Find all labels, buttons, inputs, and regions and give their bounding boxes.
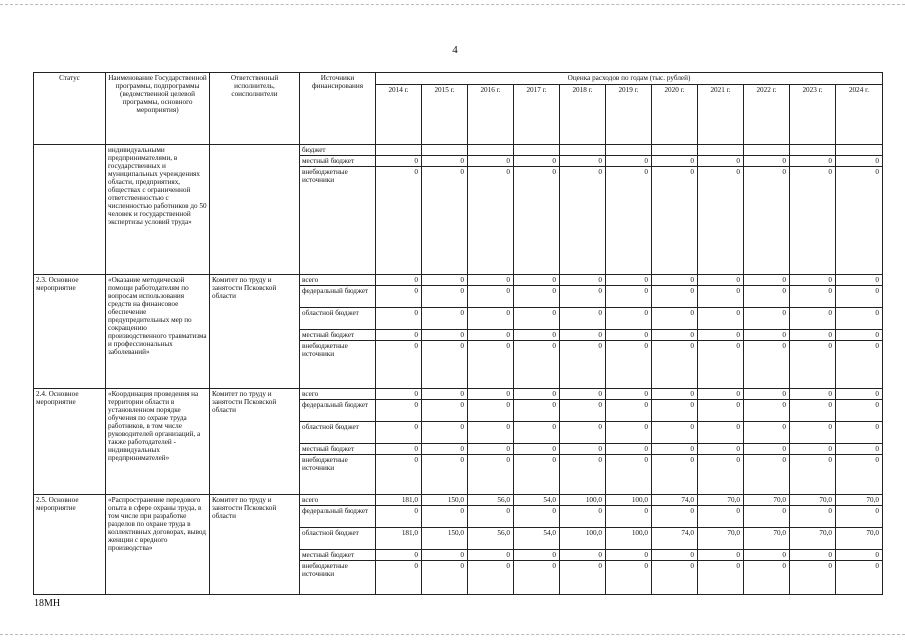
- value-cell: 0: [744, 389, 790, 400]
- value-cell: 0: [468, 506, 514, 528]
- value-cell: [790, 145, 836, 156]
- header-year: 2024 г.: [836, 85, 883, 145]
- value-cell: 0: [744, 455, 790, 495]
- value-cell: 0: [698, 389, 744, 400]
- value-cell: 100,0: [560, 528, 606, 550]
- status-cell: 2.3. Основное мероприятие: [34, 275, 106, 389]
- executor-cell: [210, 145, 300, 275]
- value-cell: 0: [606, 389, 652, 400]
- value-cell: 70,0: [836, 528, 883, 550]
- value-cell: 0: [376, 167, 422, 275]
- value-cell: 0: [422, 422, 468, 444]
- value-cell: 0: [652, 156, 698, 167]
- value-cell: 0: [376, 400, 422, 422]
- value-cell: 0: [744, 156, 790, 167]
- value-cell: 0: [560, 275, 606, 286]
- value-cell: 0: [560, 330, 606, 341]
- value-cell: 0: [376, 561, 422, 595]
- value-cell: 0: [422, 308, 468, 330]
- value-cell: 0: [606, 561, 652, 595]
- value-cell: [422, 145, 468, 156]
- value-cell: 0: [836, 444, 883, 455]
- value-cell: 181,0: [376, 528, 422, 550]
- value-cell: 0: [422, 167, 468, 275]
- source-cell: бюджет: [300, 145, 376, 156]
- value-cell: 70,0: [790, 495, 836, 506]
- value-cell: 0: [606, 330, 652, 341]
- header-year: 2014 г.: [376, 85, 422, 145]
- value-cell: 0: [790, 389, 836, 400]
- value-cell: 0: [468, 444, 514, 455]
- source-cell: внебюджетные источники: [300, 167, 376, 275]
- value-cell: 0: [652, 550, 698, 561]
- source-cell: всего: [300, 495, 376, 506]
- value-cell: 0: [514, 389, 560, 400]
- value-cell: 0: [836, 561, 883, 595]
- value-cell: 0: [698, 444, 744, 455]
- value-cell: 0: [836, 400, 883, 422]
- value-cell: 0: [468, 400, 514, 422]
- value-cell: 0: [836, 422, 883, 444]
- value-cell: 70,0: [744, 528, 790, 550]
- source-cell: областной бюджет: [300, 308, 376, 330]
- value-cell: 0: [560, 561, 606, 595]
- expenses-table: [33, 72, 883, 595]
- value-cell: 74,0: [652, 495, 698, 506]
- value-cell: 0: [698, 455, 744, 495]
- executor-cell: Комитет по труду и занятости Псковской области: [210, 275, 300, 389]
- value-cell: 0: [652, 341, 698, 389]
- value-cell: 0: [836, 341, 883, 389]
- value-cell: [376, 145, 422, 156]
- value-cell: 0: [560, 286, 606, 308]
- value-cell: 0: [376, 330, 422, 341]
- source-cell: всего: [300, 275, 376, 286]
- value-cell: 0: [652, 422, 698, 444]
- value-cell: 0: [376, 308, 422, 330]
- value-cell: 0: [698, 400, 744, 422]
- value-cell: 0: [698, 156, 744, 167]
- value-cell: 0: [422, 455, 468, 495]
- value-cell: 0: [698, 308, 744, 330]
- value-cell: 0: [514, 455, 560, 495]
- value-cell: 0: [836, 389, 883, 400]
- value-cell: 0: [376, 341, 422, 389]
- value-cell: 0: [836, 455, 883, 495]
- value-cell: 0: [744, 561, 790, 595]
- value-cell: 0: [560, 167, 606, 275]
- source-cell: областной бюджет: [300, 528, 376, 550]
- value-cell: 0: [560, 422, 606, 444]
- value-cell: 0: [606, 286, 652, 308]
- scan-edge-bottom: [0, 634, 905, 635]
- scan-edge-top: [0, 4, 905, 5]
- source-cell: местный бюджет: [300, 156, 376, 167]
- value-cell: 0: [790, 550, 836, 561]
- value-cell: 54,0: [514, 528, 560, 550]
- value-cell: 0: [376, 444, 422, 455]
- value-cell: 0: [652, 400, 698, 422]
- value-cell: 0: [744, 330, 790, 341]
- header-year: 2015 г.: [422, 85, 468, 145]
- value-cell: 0: [422, 561, 468, 595]
- value-cell: 0: [468, 422, 514, 444]
- value-cell: 0: [790, 455, 836, 495]
- value-cell: 0: [422, 341, 468, 389]
- value-cell: 0: [744, 444, 790, 455]
- value-cell: 0: [790, 341, 836, 389]
- value-cell: 0: [560, 400, 606, 422]
- value-cell: 0: [790, 422, 836, 444]
- value-cell: 0: [836, 286, 883, 308]
- value-cell: 0: [606, 400, 652, 422]
- program-name-cell: «Распространение передового опыта в сфере охраны труда, в том числе при разработке разделов по охране труда в коллективных договорах, вывод женщин с вредного производства»: [106, 495, 210, 595]
- value-cell: 0: [422, 444, 468, 455]
- value-cell: 0: [376, 286, 422, 308]
- value-cell: 0: [468, 389, 514, 400]
- value-cell: 70,0: [698, 528, 744, 550]
- value-cell: 0: [514, 506, 560, 528]
- value-cell: 0: [468, 330, 514, 341]
- value-cell: 70,0: [698, 495, 744, 506]
- value-cell: 0: [836, 167, 883, 275]
- source-cell: внебюджетные источники: [300, 455, 376, 495]
- value-cell: 0: [514, 400, 560, 422]
- value-cell: 0: [744, 275, 790, 286]
- value-cell: 54,0: [514, 495, 560, 506]
- value-cell: 56,0: [468, 495, 514, 506]
- value-cell: 0: [422, 550, 468, 561]
- value-cell: 0: [790, 167, 836, 275]
- header-status: Статус: [34, 73, 106, 145]
- value-cell: 0: [468, 341, 514, 389]
- header-year: 2020 г.: [652, 85, 698, 145]
- value-cell: 0: [652, 561, 698, 595]
- value-cell: 0: [790, 400, 836, 422]
- value-cell: 0: [790, 308, 836, 330]
- value-cell: 70,0: [744, 495, 790, 506]
- value-cell: 0: [468, 550, 514, 561]
- source-cell: федеральный бюджет: [300, 286, 376, 308]
- value-cell: 0: [698, 506, 744, 528]
- value-cell: 0: [790, 506, 836, 528]
- value-cell: 0: [422, 275, 468, 286]
- value-cell: 0: [560, 156, 606, 167]
- value-cell: 100,0: [560, 495, 606, 506]
- program-name-cell: индивидуальными предпринимателями, в государственных и муниципальных учреждениях области, предприятиях, обществах с ограниченной ответственностью с численностью работников до 50 человек и государственной экспертизы условий труда»: [106, 145, 210, 275]
- source-cell: областной бюджет: [300, 422, 376, 444]
- value-cell: 0: [606, 167, 652, 275]
- executor-cell: Комитет по труду и занятости Псковской области: [210, 495, 300, 595]
- header-year: 2022 г.: [744, 85, 790, 145]
- header-year: 2019 г.: [606, 85, 652, 145]
- value-cell: 0: [514, 550, 560, 561]
- header-sources: Источники финансирования: [300, 73, 376, 145]
- value-cell: 0: [836, 275, 883, 286]
- status-cell: 2.4. Основное мероприятие: [34, 389, 106, 495]
- value-cell: 0: [468, 561, 514, 595]
- value-cell: 0: [744, 286, 790, 308]
- value-cell: 70,0: [790, 528, 836, 550]
- value-cell: 74,0: [652, 528, 698, 550]
- value-cell: 0: [652, 506, 698, 528]
- value-cell: 0: [606, 506, 652, 528]
- value-cell: 0: [698, 167, 744, 275]
- value-cell: 0: [514, 275, 560, 286]
- value-cell: 0: [836, 330, 883, 341]
- value-cell: 0: [790, 561, 836, 595]
- value-cell: 0: [698, 286, 744, 308]
- value-cell: 0: [514, 341, 560, 389]
- header-year: 2018 г.: [560, 85, 606, 145]
- value-cell: 0: [376, 455, 422, 495]
- header-year: 2016 г.: [468, 85, 514, 145]
- source-cell: всего: [300, 389, 376, 400]
- value-cell: 70,0: [836, 495, 883, 506]
- value-cell: 0: [422, 400, 468, 422]
- value-cell: 0: [376, 156, 422, 167]
- header-name: Наименование Государственной программы, подпрограммы (ведомственной целевой программы, основного мероприятия): [106, 73, 210, 145]
- value-cell: 0: [836, 550, 883, 561]
- header-year: 2021 г.: [698, 85, 744, 145]
- value-cell: 0: [606, 156, 652, 167]
- value-cell: 181,0: [376, 495, 422, 506]
- executor-cell: Комитет по труду и занятости Псковской области: [210, 389, 300, 495]
- value-cell: 0: [652, 330, 698, 341]
- value-cell: 0: [376, 422, 422, 444]
- value-cell: 0: [422, 286, 468, 308]
- value-cell: 0: [744, 506, 790, 528]
- value-cell: 0: [744, 550, 790, 561]
- header-year: 2017 г.: [514, 85, 560, 145]
- value-cell: 0: [652, 286, 698, 308]
- value-cell: 0: [790, 330, 836, 341]
- value-cell: 0: [468, 455, 514, 495]
- value-cell: 0: [560, 444, 606, 455]
- value-cell: 150,0: [422, 528, 468, 550]
- value-cell: 0: [698, 341, 744, 389]
- source-cell: федеральный бюджет: [300, 400, 376, 422]
- value-cell: 0: [560, 341, 606, 389]
- value-cell: 0: [606, 341, 652, 389]
- value-cell: [606, 145, 652, 156]
- value-cell: [698, 145, 744, 156]
- value-cell: 0: [606, 275, 652, 286]
- value-cell: 0: [514, 156, 560, 167]
- value-cell: 0: [744, 400, 790, 422]
- value-cell: [744, 145, 790, 156]
- value-cell: 0: [744, 341, 790, 389]
- value-cell: 0: [514, 330, 560, 341]
- value-cell: [560, 145, 606, 156]
- value-cell: 0: [698, 422, 744, 444]
- program-name-cell: «Координация проведения на территории области в установленном порядке обучения по охране труда работников, в том числе руководителей организаций, а также работодателей - индивидуальных предпринимателей»: [106, 389, 210, 495]
- value-cell: 0: [836, 308, 883, 330]
- value-cell: 0: [560, 455, 606, 495]
- source-cell: федеральный бюджет: [300, 506, 376, 528]
- value-cell: 0: [698, 275, 744, 286]
- value-cell: 0: [468, 308, 514, 330]
- value-cell: 0: [560, 550, 606, 561]
- value-cell: 0: [744, 422, 790, 444]
- value-cell: 0: [468, 167, 514, 275]
- header-expenses: Оценка расходов по годам (тыс. рублей): [376, 73, 883, 85]
- value-cell: 0: [376, 389, 422, 400]
- value-cell: 0: [376, 506, 422, 528]
- value-cell: 0: [652, 455, 698, 495]
- value-cell: 0: [744, 308, 790, 330]
- value-cell: 0: [652, 275, 698, 286]
- source-cell: местный бюджет: [300, 444, 376, 455]
- value-cell: 0: [514, 167, 560, 275]
- value-cell: 0: [560, 506, 606, 528]
- value-cell: 0: [376, 550, 422, 561]
- value-cell: 0: [468, 156, 514, 167]
- value-cell: 0: [652, 308, 698, 330]
- header-year: 2023 г.: [790, 85, 836, 145]
- status-cell: [34, 145, 106, 275]
- source-cell: внебюджетные источники: [300, 341, 376, 389]
- source-cell: местный бюджет: [300, 330, 376, 341]
- value-cell: 0: [376, 275, 422, 286]
- value-cell: 0: [790, 444, 836, 455]
- value-cell: 0: [606, 308, 652, 330]
- value-cell: 0: [514, 308, 560, 330]
- value-cell: 0: [606, 444, 652, 455]
- value-cell: 0: [560, 389, 606, 400]
- value-cell: 0: [422, 506, 468, 528]
- value-cell: 0: [606, 455, 652, 495]
- value-cell: 0: [422, 389, 468, 400]
- value-cell: 0: [744, 167, 790, 275]
- value-cell: 0: [422, 330, 468, 341]
- header-executor: Ответственный исполнитель, соисполнители: [210, 73, 300, 145]
- program-name-cell: «Оказание методической помощи работодателям по вопросам использования средств на финансовое обеспечение предупредительных мер по сокращению производственного травматизма и профессиональных заболеваний»: [106, 275, 210, 389]
- value-cell: 0: [698, 550, 744, 561]
- value-cell: 0: [606, 550, 652, 561]
- value-cell: 56,0: [468, 528, 514, 550]
- status-cell: 2.5. Основное мероприятие: [34, 495, 106, 595]
- value-cell: 0: [652, 444, 698, 455]
- value-cell: 0: [514, 286, 560, 308]
- value-cell: 0: [698, 330, 744, 341]
- value-cell: 0: [560, 308, 606, 330]
- value-cell: 0: [652, 389, 698, 400]
- value-cell: 0: [606, 422, 652, 444]
- value-cell: 0: [790, 286, 836, 308]
- source-cell: внебюджетные источники: [300, 561, 376, 595]
- value-cell: 0: [836, 506, 883, 528]
- footer-code: 18МН: [34, 598, 61, 609]
- value-cell: 0: [514, 422, 560, 444]
- value-cell: 100,0: [606, 495, 652, 506]
- value-cell: 0: [836, 156, 883, 167]
- value-cell: 0: [422, 156, 468, 167]
- value-cell: 0: [698, 561, 744, 595]
- value-cell: 0: [514, 561, 560, 595]
- value-cell: 100,0: [606, 528, 652, 550]
- source-cell: местный бюджет: [300, 550, 376, 561]
- value-cell: [514, 145, 560, 156]
- value-cell: [652, 145, 698, 156]
- value-cell: 0: [468, 286, 514, 308]
- value-cell: 0: [790, 275, 836, 286]
- value-cell: [468, 145, 514, 156]
- value-cell: 0: [468, 275, 514, 286]
- value-cell: 0: [514, 444, 560, 455]
- page-number: 4: [452, 44, 458, 56]
- value-cell: 150,0: [422, 495, 468, 506]
- value-cell: 0: [790, 156, 836, 167]
- value-cell: [836, 145, 883, 156]
- value-cell: 0: [652, 167, 698, 275]
